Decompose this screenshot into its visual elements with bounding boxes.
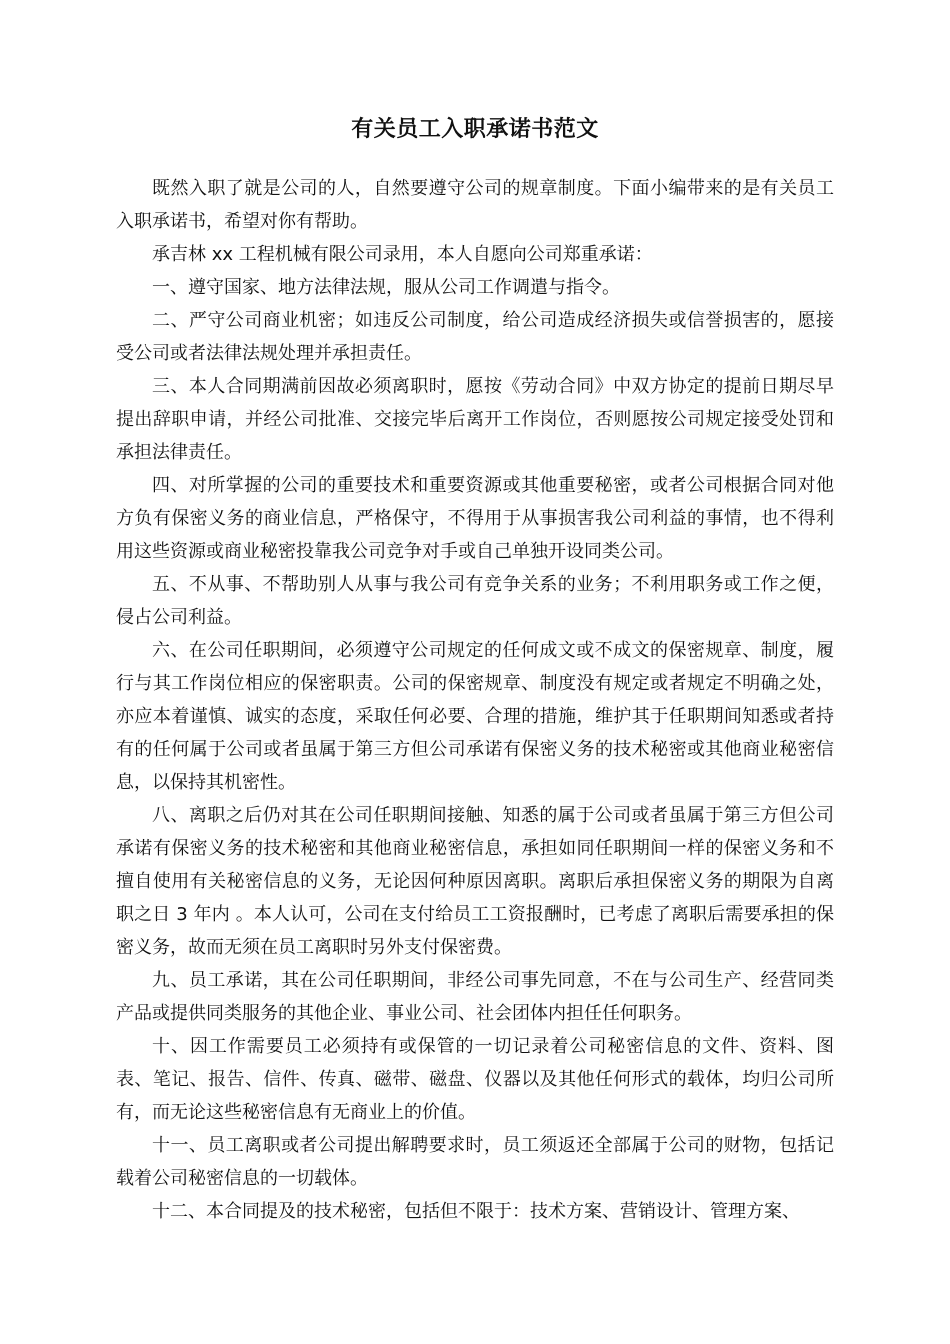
paragraph-preamble: 承吉林 xx 工程机械有限公司录用，本人自愿向公司郑重承诺： [152, 244, 653, 265]
paragraph-clause-4: 四、对所掌握的公司的重要技术和重要资源或其他重要秘密，或者公司根据合同对他方负有保密义务的商业信息，严格保守，不得用于从事损害我公司利益的事情，也不得利用这些资源或商业秘密投靠我公司竞争对手或自己单独开设同类公司。 [116, 475, 834, 562]
paragraph-clause-8: 八、离职之后仍对其在公司任职期间接触、知悉的属于公司或者虽属于第三方但公司承诺有保密义务的技术秘密和其他商业秘密信息，承担如同任职期间一样的保密义务和不擅自使用有关秘密信息的义务，无论因何种原因离职。离职后承担保密义务的期限为自离职之日 3 年内 。本人认可，公司在支付给员工工资报酬时，已考虑了离职后需要承担的保密义务，故而无须在员工离职时另外支付保密费。 [116, 805, 834, 958]
paragraph-clause-3: 三、本人合同期满前因故必须离职时，愿按《劳动合同》中双方协定的提前日期尽早提出辞职申请，并经公司批准、交接完毕后离开工作岗位，否则愿按公司规定接受处罚和承担法律责任。 [116, 376, 834, 463]
paragraph-clause-5: 五、不从事、不帮助别人从事与我公司有竞争关系的业务；不利用职务或工作之便，侵占公司利益。 [116, 574, 834, 628]
paragraph-clause-2: 二、严守公司商业机密；如违反公司制度，给公司造成经济损失或信誉损害的，愿接受公司或者法律法规处理并承担责任。 [116, 310, 834, 364]
paragraph-clause-11: 十一、员工离职或者公司提出解聘要求时，员工须返还全部属于公司的财物，包括记载着公司秘密信息的一切载体。 [116, 1135, 834, 1189]
paragraph-intro: 既然入职了就是公司的人，自然要遵守公司的规章制度。下面小编带来的是有关员工入职承诺书，希望对你有帮助。 [116, 178, 834, 232]
paragraph-clause-6: 六、在公司任职期间，必须遵守公司规定的任何成文或不成文的保密规章、制度，履行与其工作岗位相应的保密职责。公司的保密规章、制度没有规定或者规定不明确之处，亦应本着谨慎、诚实的态度，采取任何必要、合理的措施，维护其于任职期间知悉或者持有的任何属于公司或者虽属于第三方但公司承诺有保密义务的技术秘密或其他商业秘密信息，以保持其机密性。 [116, 640, 834, 793]
paragraph-clause-12: 十二、本合同提及的技术秘密，包括但不限于：技术方案、营销设计、管理方案、 [152, 1201, 800, 1222]
paragraph-clause-1: 一、遵守国家、地方法律法规，服从公司工作调遣与指令。 [152, 277, 620, 298]
paragraph-clause-9: 九、员工承诺，其在公司任职期间，非经公司事先同意，不在与公司生产、经营同类产品或提供同类服务的其他企业、事业公司、社会团体内担任任何职务。 [116, 970, 834, 1024]
document-body [116, 172, 834, 1228]
document-title: 有关员工入职承诺书范文 [351, 117, 599, 142]
paragraph-clause-10: 十、因工作需要员工必须持有或保管的一切记录着公司秘密信息的文件、资料、图表、笔记、报告、信件、传真、磁带、磁盘、仪器以及其他任何形式的载体，均归公司所有，而无论这些秘密信息有无商业上的价值。 [116, 1036, 834, 1123]
